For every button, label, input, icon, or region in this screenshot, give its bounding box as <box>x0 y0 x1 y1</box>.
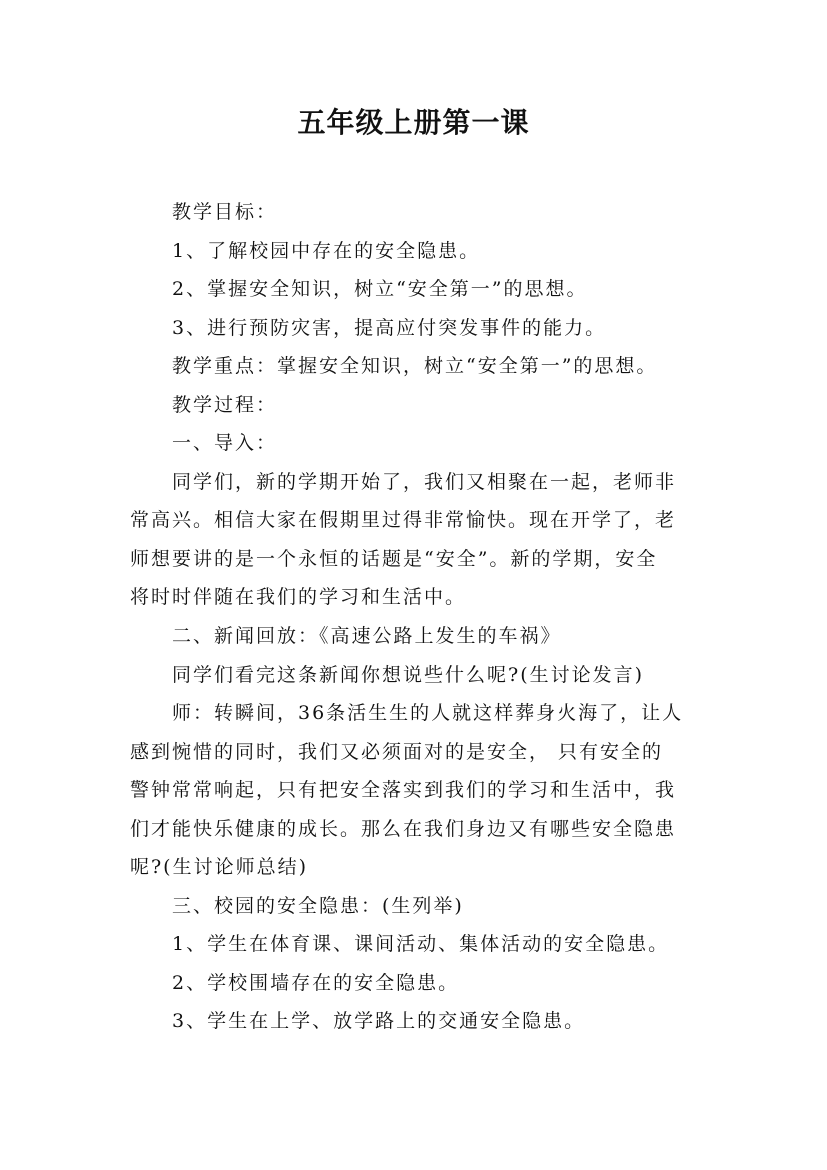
text-line: 1、了解校园中存在的安全隐患。 <box>172 240 481 262</box>
text-line: 同学们看完这条新闻你想说些什么呢?(生讨论发言) <box>172 664 645 686</box>
text-line: 们才能快乐健康的成长。那么在我们身边又有哪些安全隐患 <box>130 818 677 840</box>
text-line: 二、新闻回放：《高速公路上发生的车祸》 <box>172 625 562 647</box>
text-line: 警钟常常响起，只有把安全落实到我们的学习和生活中，我 <box>130 779 677 801</box>
text-line: 将时时伴随在我们的学习和生活中。 <box>130 586 467 608</box>
text-line: 师想要讲的是一个永恒的话题是“安全”。新的学期，安全 <box>130 548 658 570</box>
text-line: 感到惋惜的同时，我们又必须面对的是安全， 只有安全的 <box>130 741 664 763</box>
text-line: 3、学生在上学、放学路上的交通安全隐患。 <box>172 1010 586 1032</box>
text-line: 教学重点：掌握安全知识，树立“安全第一”的思想。 <box>172 355 658 377</box>
text-line: 教学过程： <box>172 394 278 416</box>
text-line: 教学目标： <box>172 201 278 223</box>
text-line: 同学们，新的学期开始了，我们又相聚在一起，老师非 <box>172 471 677 493</box>
text-line: 三、校园的安全隐患：(生列举) <box>172 895 464 917</box>
text-line: 3、进行预防灾害，提高应付突发事件的能力。 <box>172 317 607 339</box>
text-line: 2、学校围墙存在的安全隐患。 <box>172 972 460 994</box>
text-line: 师：转瞬间，36条活生生的人就这样葬身火海了，让人 <box>172 702 684 724</box>
text-line: 1、学生在体育课、课间活动、集体活动的安全隐患。 <box>172 933 670 955</box>
text-line: 2、掌握安全知识，树立“安全第一”的思想。 <box>172 278 588 300</box>
text-line: 一、导入： <box>172 432 278 454</box>
document-title: 五年级上册第一课 <box>297 106 530 139</box>
text-line: 呢?(生讨论师总结) <box>130 856 309 878</box>
text-line: 常高兴。相信大家在假期里过得非常愉快。现在开学了，老 <box>130 509 677 531</box>
